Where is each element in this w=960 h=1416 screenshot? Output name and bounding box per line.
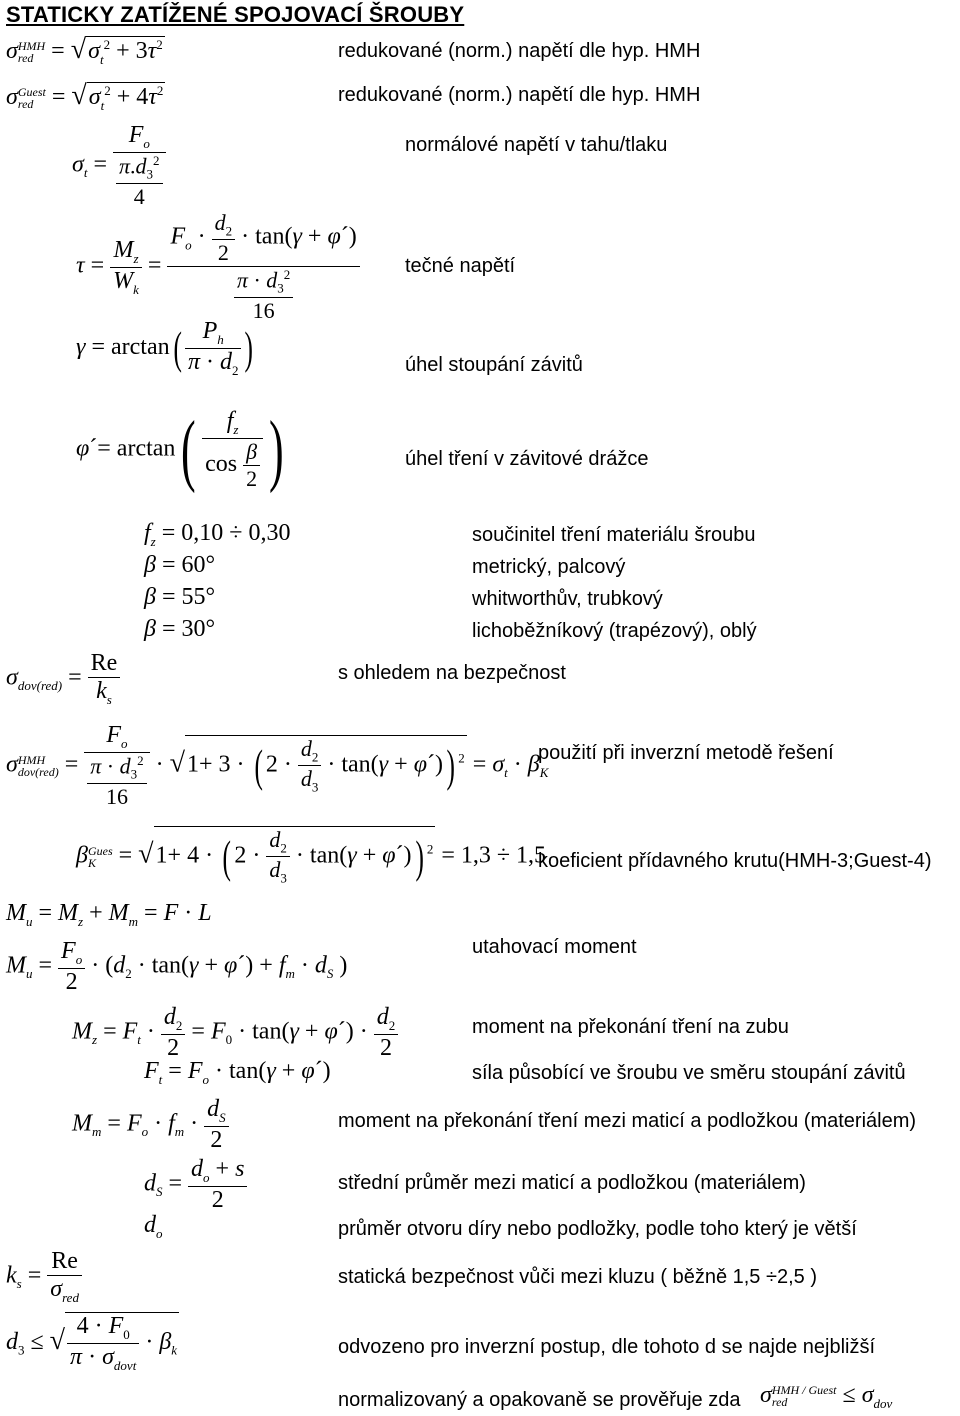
desc-ft: síla působící ve šroubu ve směru stoupání závitů bbox=[472, 1062, 906, 1084]
formula-beta30: β = 30° bbox=[144, 616, 216, 642]
desc-tau: tečné napětí bbox=[405, 255, 516, 277]
formula-sigma-t: $\sigma_t$ = $\frac{F_o}{\frac{\pi.d_3^2}{4}}$ bbox=[72, 122, 166, 210]
formula-phi: φ´= arctan( $f_z$ cos $\frac{\beta}{2}$ ) bbox=[76, 405, 284, 494]
desc-sigma-red-hmh: redukované (norm.) napětí dle hyp. HMH bbox=[338, 40, 701, 62]
desc-gamma: úhel stoupání závitů bbox=[405, 354, 583, 376]
desc-sigma-t: normálové napětí v tahu/tlaku bbox=[405, 134, 668, 156]
formula-fz: $f_z = 0,10 \div 0,30$ bbox=[144, 520, 291, 549]
page-title: STATICKY ZATÍŽENÉ SPOJOVACÍ ŠROUBY bbox=[6, 2, 465, 27]
formula-sigma-dov-hmh: σHMH dov(red) = $\frac{F_o}{\frac{\pi \cdot d_3^2}{16}}$ · √1+ 3 · ( 2 · $\frac{d_2}{d_3}$ · tan(γ + φ´)) $^2 = \sigma_t \cdot \beta_K$ bbox=[6, 722, 549, 809]
desc-beta-k: koeficient přídavného krutu(HMH-3;Guest-4) bbox=[538, 850, 932, 872]
formula-ft: $F_t = F_o \cdot \tan(\gamma$ + φ´) bbox=[144, 1058, 331, 1087]
formula-mm: $M_m = F_o \cdot f_m$ · $\frac{d_S}{2}$ bbox=[72, 1096, 229, 1154]
formula-gamma: γ = arctan( $\frac{P_h}{\pi \cdot d_2}$ ) bbox=[76, 318, 254, 378]
desc-beta60: metrický, palcový bbox=[472, 556, 626, 578]
formula-d3: $d_3$ ≤ √ $\frac{4 \cdot F_0}{\pi \cdot \sigma_{dovt}}$ · $\beta_k$ bbox=[6, 1313, 178, 1373]
formula-beta60: β = 60° bbox=[144, 552, 216, 578]
desc-mm: moment na překonání tření mezi maticí a podložkou (materiálem) bbox=[338, 1110, 917, 1132]
desc-ds: střední průměr mezi maticí a podložkou (materiálem) bbox=[338, 1172, 806, 1194]
desc-mz: moment na překonání tření na zubu bbox=[472, 1016, 789, 1038]
desc-do: průměr otvoru díry nebo podložky, podle toho který je větší bbox=[338, 1218, 857, 1240]
formula-ds: $d_S$ = $\frac{d_o + s}{2}$ bbox=[144, 1156, 247, 1214]
formula-do: $d_o$ bbox=[144, 1212, 163, 1241]
formula-mu: $M_u$ = $\frac{F_o}{2}$ · ($d_2 \cdot \tan(\gamma$ + φ´) + $f_m \cdot d_S$ ) bbox=[6, 938, 348, 995]
desc-sigma-red-guest: redukované (norm.) napětí dle hyp. HMH bbox=[338, 84, 701, 106]
desc-ks: statická bezpečnost vůči mezi kluzu ( běžně 1,5 ÷2,5 ) bbox=[338, 1266, 817, 1288]
desc-norm: normalizovaný a opakovaně se prověřuje zda bbox=[338, 1389, 741, 1411]
desc-sigma-dov: s ohledem na bezpečnost bbox=[338, 662, 566, 684]
desc-mu: utahovací moment bbox=[472, 936, 637, 958]
desc-d3: odvozeno pro inverzní postup, dle tohoto d se najde nejbližší bbox=[338, 1336, 876, 1358]
formula-sigma-dov: $\sigma_{dov(red)}$ = $\frac{Re}{k_s}$ bbox=[6, 650, 120, 708]
formula-mu-sum: $M_u = M_z + M_m = F \cdot L$ bbox=[6, 900, 212, 929]
formula-sigma-red-hmh: σHMH red = $√\sigma_t^2 + 3\tau^2$ bbox=[6, 34, 163, 67]
desc-beta30: lichoběžníkový (trapézový), oblý bbox=[472, 620, 757, 642]
formula-norm: σHMH / Guest red ≤ $\sigma_{dov}$ bbox=[760, 1382, 893, 1411]
desc-fz: součinitel tření materiálu šroubu bbox=[472, 524, 756, 546]
fz-range: 0,10 ÷ 0,30 bbox=[181, 520, 291, 546]
formula-mz: $M_z = F_t$ · $\frac{d_2}{2}$ = $F_0 \cdot \tan(\gamma$ + φ´) · $\frac{d_2}{2}$ bbox=[72, 1004, 398, 1062]
formula-sigma-red-guest: σGuest red = $√\sigma_t^2 + 4\tau^2$ bbox=[6, 80, 164, 113]
desc-sigma-dov-hmh: použití při inverzní metodě řešení bbox=[538, 742, 834, 764]
formula-ks: $k_s$ = $\frac{Re}{\sigma_{red}}$ bbox=[6, 1248, 82, 1306]
formula-tau: τ = $\frac{M_z}{W_k}$ = $F_o$ · $\frac{d_2}{2}$ · tan(γ + φ´) $\frac{\pi \cdot d_3^2}{16}$ bbox=[76, 210, 360, 324]
formula-beta55: β = 55° bbox=[144, 584, 216, 610]
beta-k-range: 1,3 ÷ 1,5 bbox=[460, 842, 547, 869]
desc-phi: úhel tření v závitové drážce bbox=[405, 448, 649, 470]
formula-beta-k: βGues K = √1+ 4 · ( 2 · $\frac{d_2}{d_3}$ · tan(γ + φ´)) $^2$ = 1,3 ÷ 1,5 bbox=[76, 827, 547, 886]
desc-beta55: whitworthův, trubkový bbox=[472, 588, 663, 610]
